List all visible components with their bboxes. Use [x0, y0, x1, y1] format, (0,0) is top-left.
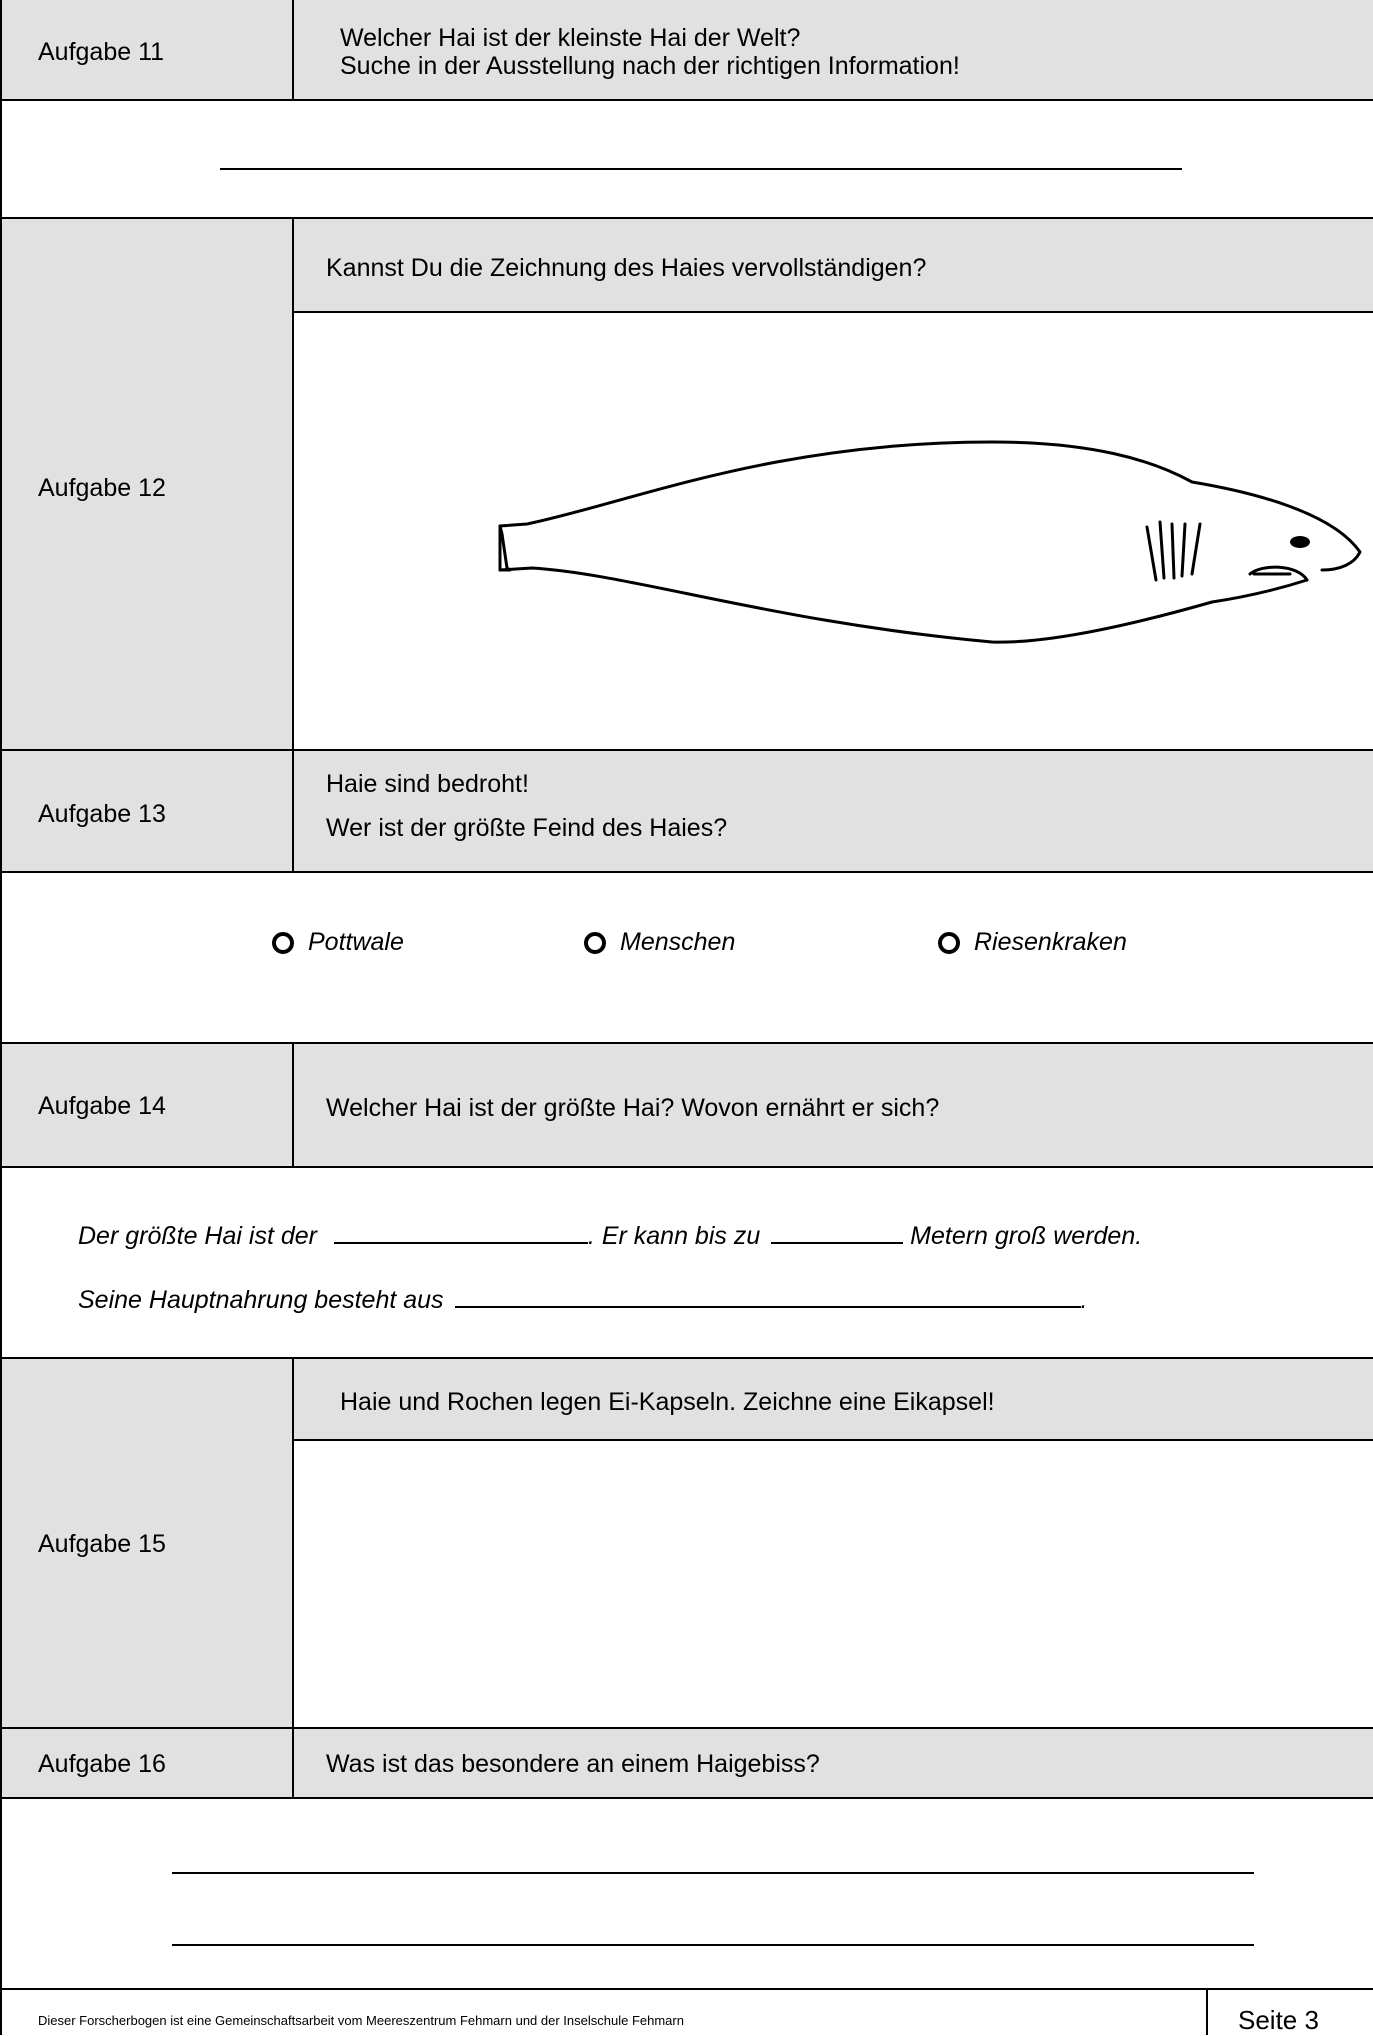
- circle-icon[interactable]: [938, 932, 960, 954]
- divider-14: [292, 1043, 294, 1167]
- divider-11: [292, 0, 294, 100]
- rule-12-top: [0, 217, 1373, 219]
- task-11-label: Aufgabe 11: [38, 38, 165, 66]
- task-14-question: Welcher Hai ist der größte Hai? Wovon ernährt er sich?: [326, 1094, 940, 1122]
- rule-13-bottom: [0, 871, 1373, 873]
- rule-14-bottom: [0, 1166, 1373, 1168]
- task-15-drawing-area[interactable]: [294, 1440, 1373, 1728]
- task-11-question-line2: Suche in der Ausstellung nach der richtigen Information!: [340, 52, 960, 80]
- task-13-label: Aufgabe 13: [38, 800, 166, 828]
- rule-11-header-bottom: [0, 99, 1373, 101]
- task-11-question-line1: Welcher Hai ist der kleinste Hai der Welt?: [340, 24, 801, 52]
- outer-border-left: [0, 0, 2, 2035]
- divider-13: [292, 750, 294, 872]
- option-riesenkraken[interactable]: [938, 928, 1127, 957]
- circle-icon[interactable]: [584, 932, 606, 954]
- divider-12: [292, 218, 294, 750]
- task-16-question: Was ist das besondere an einem Haigebiss?: [326, 1750, 820, 1778]
- footer-credit: Dieser Forscherbogen ist eine Gemeinschaftsarbeit vom Meereszentrum Fehmarn und der Inselschule Fehmarn: [38, 2013, 684, 2028]
- circle-icon[interactable]: [272, 932, 294, 954]
- option-label: Riesenkraken: [974, 928, 1127, 956]
- rule-13-top: [0, 749, 1373, 751]
- divider-15: [292, 1358, 294, 1728]
- task-16-answer-line-1[interactable]: [172, 1872, 1254, 1874]
- task-13-question-line2: Wer ist der größte Feind des Haies?: [326, 814, 728, 842]
- answer-blank-size[interactable]: [771, 1220, 903, 1244]
- shark-drawing[interactable]: [292, 312, 1373, 750]
- answer-blank-largest-shark[interactable]: [334, 1220, 588, 1244]
- option-pottwale[interactable]: [272, 928, 404, 957]
- option-label: Pottwale: [308, 928, 404, 956]
- task-16-answer-line-2[interactable]: [172, 1944, 1254, 1946]
- rule-14-top: [0, 1042, 1373, 1044]
- option-label: Menschen: [620, 928, 736, 956]
- rule-footer-top: [0, 1988, 1373, 1990]
- task-12-question: Kannst Du die Zeichnung des Haies vervollständigen?: [326, 254, 927, 282]
- task-13-header: [0, 750, 1373, 872]
- rule-16-bottom: [0, 1797, 1373, 1799]
- divider-16: [292, 1728, 294, 1798]
- task-14-sentence-2: Seine Hauptnahrung besteht aus .: [78, 1286, 1088, 1314]
- task-16-label: Aufgabe 16: [38, 1750, 166, 1778]
- task-12-label: Aufgabe 12: [38, 474, 166, 502]
- rule-16-top: [0, 1727, 1373, 1729]
- page-number: Seite 3: [1238, 2005, 1319, 2035]
- rule-12-question-bottom: [292, 311, 1373, 313]
- rule-15-top: [0, 1357, 1373, 1359]
- rule-15-question-bottom: [292, 1439, 1373, 1441]
- task-15-label: Aufgabe 15: [38, 1530, 166, 1558]
- option-menschen[interactable]: [584, 928, 735, 957]
- task-14-sentence-1: Der größte Hai ist der . Er kann bis zu Metern groß werden.: [78, 1222, 1143, 1250]
- task-14-label: Aufgabe 14: [38, 1092, 166, 1120]
- answer-blank-diet[interactable]: [455, 1284, 1081, 1308]
- task-11-answer-line[interactable]: [220, 168, 1182, 170]
- task-13-question-line1: Haie sind bedroht!: [326, 770, 529, 798]
- task-15-question: Haie und Rochen legen Ei-Kapseln. Zeichne eine Eikapsel!: [340, 1388, 995, 1416]
- footer-divider: [1206, 1989, 1208, 2035]
